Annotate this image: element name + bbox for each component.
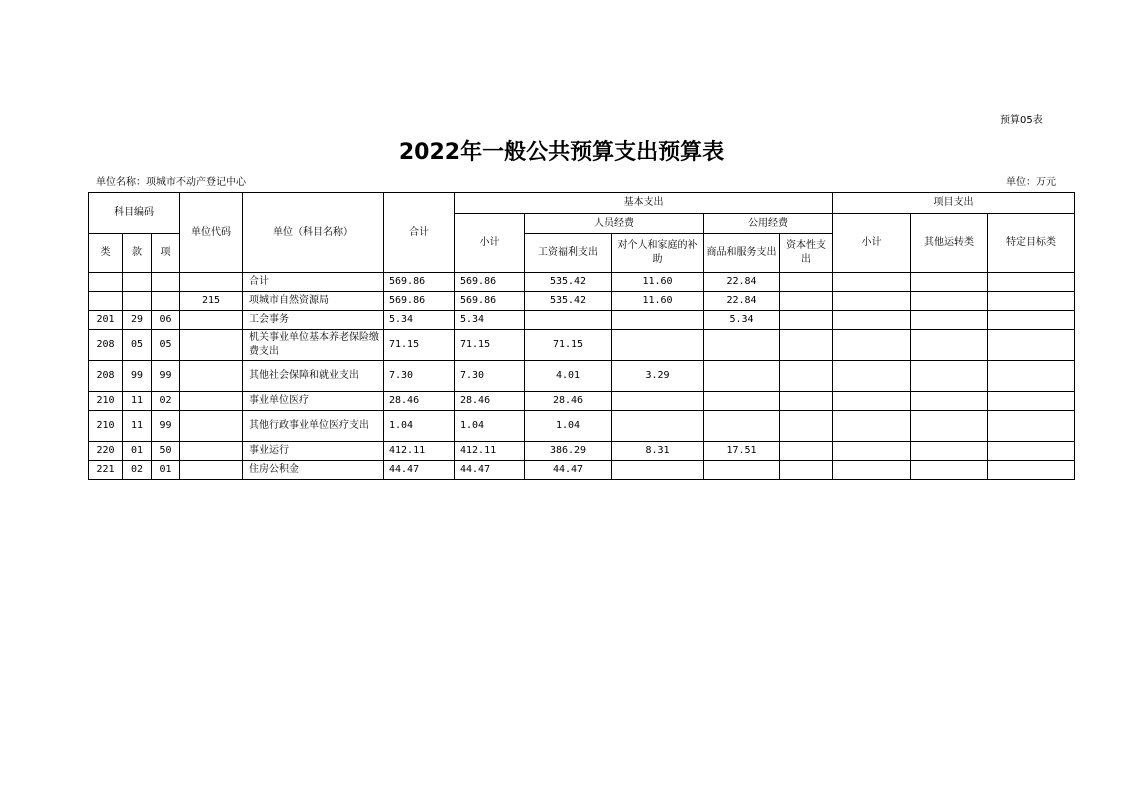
unit-code-cell [180,461,243,480]
unit-code-cell [180,273,243,292]
basic-subtotal-header: 小计 [455,214,525,273]
lei-cell [89,292,123,311]
xiang-cell: 99 [152,361,180,392]
goods-cell [704,461,780,480]
subject-name-cell: 其他社会保障和就业支出 [243,361,384,392]
basic-subtotal-cell: 28.46 [455,392,525,411]
table-row [89,292,1075,311]
kuan-cell: 01 [123,442,152,461]
goods-cell [704,392,780,411]
unit-code-cell [180,411,243,442]
lei-cell: 208 [89,361,123,392]
salary-cell: 386.29 [525,442,612,461]
specific-target-cell [988,311,1075,330]
capital-cell [780,411,833,442]
goods-cell [704,411,780,442]
other-transfer-cell [911,330,988,361]
salary-cell [525,311,612,330]
header-row-1 [89,193,1075,214]
basic-subtotal-cell: 569.86 [455,292,525,311]
xiang-cell: 50 [152,442,180,461]
subject-name-cell: 事业单位医疗 [243,392,384,411]
total-header: 合计 [384,193,455,273]
specific-target-header: 特定目标类 [988,214,1075,273]
capital-cell [780,361,833,392]
subject-name-cell: 住房公积金 [243,461,384,480]
unit-code-cell [180,392,243,411]
xiang-cell: 05 [152,330,180,361]
goods-cell: 22.84 [704,292,780,311]
individual-cell: 11.60 [612,273,704,292]
project-subtotal-cell [833,361,911,392]
table-row [89,361,1075,392]
unit-code-cell [180,442,243,461]
lei-cell: 210 [89,411,123,442]
individual-cell [612,392,704,411]
personnel-header: 人员经费 [525,214,704,234]
kuan-cell [123,292,152,311]
lei-cell: 208 [89,330,123,361]
salary-cell: 71.15 [525,330,612,361]
total-cell: 569.86 [384,292,455,311]
unit-label: 单位：万元 [1006,177,1056,188]
form-number: 预算05表 [1000,115,1043,126]
total-cell: 44.47 [384,461,455,480]
xiang-header: 项 [152,234,180,273]
salary-cell: 535.42 [525,273,612,292]
individual-cell [612,311,704,330]
salary-cell: 1.04 [525,411,612,442]
specific-target-cell [988,461,1075,480]
individual-cell: 11.60 [612,292,704,311]
subject-name-cell: 项城市自然资源局 [243,292,384,311]
subject-name-cell: 事业运行 [243,442,384,461]
capital-cell [780,311,833,330]
subject-name-cell: 合计 [243,273,384,292]
salary-cell: 4.01 [525,361,612,392]
specific-target-cell [988,361,1075,392]
specific-target-cell [988,411,1075,442]
individual-cell [612,330,704,361]
individual-cell: 8.31 [612,442,704,461]
subject-name-cell: 工会事务 [243,311,384,330]
lei-cell: 220 [89,442,123,461]
project-expense-header: 项目支出 [833,193,1075,214]
public-funds-header: 公用经费 [704,214,833,234]
basic-subtotal-cell: 569.86 [455,273,525,292]
salary-welfare-header: 工资福利支出 [525,234,612,273]
unit-code-cell: 215 [180,292,243,311]
unit-name: 单位名称：项城市不动产登记中心 [96,177,246,188]
specific-target-cell [988,292,1075,311]
salary-cell: 535.42 [525,292,612,311]
other-transfer-cell [911,361,988,392]
total-cell: 28.46 [384,392,455,411]
goods-services-header: 商品和服务支出 [704,234,780,273]
other-transfer-cell [911,411,988,442]
goods-cell [704,330,780,361]
basic-subtotal-cell: 71.15 [455,330,525,361]
individual-family-header: 对个人和家庭的补助 [612,234,704,273]
lei-cell: 201 [89,311,123,330]
unit-code-cell [180,361,243,392]
total-cell: 5.34 [384,311,455,330]
capital-cell [780,392,833,411]
total-cell: 1.04 [384,411,455,442]
other-transfer-cell [911,442,988,461]
basic-expense-header: 基本支出 [455,193,833,214]
kuan-header: 款 [123,234,152,273]
table-row [89,411,1075,442]
project-subtotal-cell [833,292,911,311]
basic-subtotal-cell: 412.11 [455,442,525,461]
total-cell: 7.30 [384,361,455,392]
specific-target-cell [988,330,1075,361]
kuan-cell [123,273,152,292]
table-row [89,442,1075,461]
xiang-cell [152,273,180,292]
capital-cell [780,273,833,292]
subject-name-cell: 其他行政事业单位医疗支出 [243,411,384,442]
capital-cell [780,292,833,311]
basic-subtotal-cell: 7.30 [455,361,525,392]
xiang-cell: 02 [152,392,180,411]
kuan-cell: 11 [123,392,152,411]
project-subtotal-header: 小计 [833,214,911,273]
project-subtotal-cell [833,461,911,480]
salary-cell: 28.46 [525,392,612,411]
table-row [89,461,1075,480]
goods-cell [704,361,780,392]
goods-cell: 22.84 [704,273,780,292]
lei-cell [89,273,123,292]
total-cell: 412.11 [384,442,455,461]
capital-header: 资本性支出 [780,234,833,273]
capital-cell [780,442,833,461]
individual-cell [612,461,704,480]
unit-code-cell [180,330,243,361]
basic-subtotal-cell: 5.34 [455,311,525,330]
specific-target-cell [988,273,1075,292]
other-transfer-cell [911,292,988,311]
table-row [89,330,1075,361]
project-subtotal-cell [833,392,911,411]
capital-cell [780,330,833,361]
goods-cell: 17.51 [704,442,780,461]
table-body [89,273,1075,480]
other-transfer-cell [911,311,988,330]
xiang-cell: 06 [152,311,180,330]
total-cell: 569.86 [384,273,455,292]
individual-cell: 3.29 [612,361,704,392]
other-transfer-cell [911,461,988,480]
unit-code-header: 单位代码 [180,193,243,273]
unit-subject-name-header: 单位（科目名称） [243,193,384,273]
lei-cell: 221 [89,461,123,480]
other-transfer-cell [911,392,988,411]
project-subtotal-cell [833,311,911,330]
xiang-cell: 01 [152,461,180,480]
kuan-cell: 99 [123,361,152,392]
kuan-cell: 02 [123,461,152,480]
table-row [89,392,1075,411]
xiang-cell [152,292,180,311]
total-cell: 71.15 [384,330,455,361]
lei-cell: 210 [89,392,123,411]
lei-header: 类 [89,234,123,273]
budget-table [88,192,1075,480]
salary-cell: 44.47 [525,461,612,480]
goods-cell: 5.34 [704,311,780,330]
capital-cell [780,461,833,480]
project-subtotal-cell [833,411,911,442]
individual-cell [612,411,704,442]
xiang-cell: 99 [152,411,180,442]
page-title: 2022年一般公共预算支出预算表 [398,140,725,165]
specific-target-cell [988,442,1075,461]
unit-code-cell [180,311,243,330]
other-transfer-header: 其他运转类 [911,214,988,273]
kuan-cell: 11 [123,411,152,442]
project-subtotal-cell [833,330,911,361]
basic-subtotal-cell: 44.47 [455,461,525,480]
other-transfer-cell [911,273,988,292]
subject-code-header: 科目编码 [89,193,180,234]
subject-name-cell: 机关事业单位基本养老保险缴费支出 [243,330,384,361]
specific-target-cell [988,392,1075,411]
basic-subtotal-cell: 1.04 [455,411,525,442]
kuan-cell: 05 [123,330,152,361]
project-subtotal-cell [833,273,911,292]
kuan-cell: 29 [123,311,152,330]
table-row [89,311,1075,330]
project-subtotal-cell [833,442,911,461]
table-row [89,273,1075,292]
